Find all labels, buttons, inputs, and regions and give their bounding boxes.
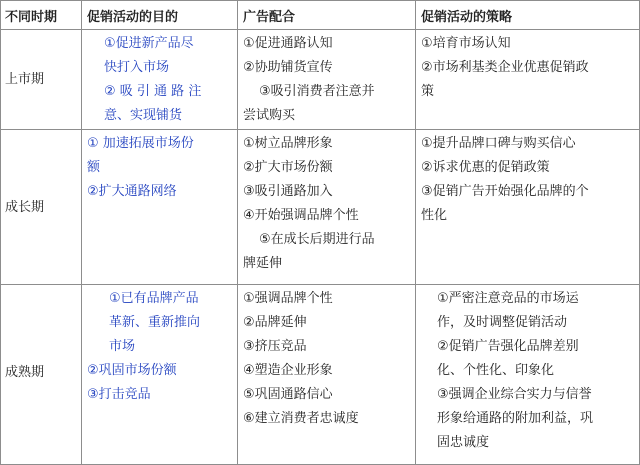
ads-line: ③挤压竞品 (243, 339, 307, 354)
stage-cell (0, 130, 81, 284)
ads-line: 牌延伸 (243, 256, 283, 271)
purpose-line: 意、实现铺货 (104, 108, 183, 123)
ads-cell (238, 130, 415, 284)
strategy-line: ①培育市场认知 (421, 36, 511, 51)
stage-label: 成长期 (5, 200, 45, 215)
ads-line: ③吸引消费者注意并 (259, 84, 375, 99)
ads-line: ①促进通路认知 (243, 36, 333, 51)
grid-line (81, 0, 82, 465)
ads-line: ①强调品牌个性 (243, 291, 333, 306)
strategy-line: 作，及时调整促销活动 (437, 315, 568, 330)
grid-line (0, 284, 640, 285)
header-ads-label: 广告配合 (243, 10, 296, 25)
strategy-cell (416, 285, 640, 465)
strategy-cell (416, 30, 640, 129)
purpose-line: ② 吸 引 通 路 注 (104, 84, 202, 99)
purpose-line: ①已有品牌产品 (109, 291, 199, 306)
purpose-cell (82, 285, 237, 465)
purpose-line: ②巩固市场份额 (87, 363, 177, 378)
ads-line: ⑤在成长后期进行品 (259, 232, 375, 247)
purpose-line: 革新、重新推向 (109, 315, 201, 330)
header-purpose (82, 0, 237, 29)
purpose-line: ②扩大通路网络 (87, 184, 177, 199)
purpose-cell (82, 30, 237, 129)
strategy-line: 化、个性化、印象化 (437, 363, 555, 378)
ads-line: ④开始强调品牌个性 (243, 208, 359, 223)
stage-label: 上市期 (5, 72, 45, 87)
strategy-line: 形象给通路的附加利益，巩 (437, 411, 594, 426)
strategy-line: ②市场利基类企业优惠促销政 (421, 60, 589, 75)
purpose-line: ①促进新产品尽 (104, 36, 194, 51)
purpose-cell (82, 130, 237, 284)
grid-line (0, 0, 640, 1)
ads-line: ②协助铺货宣传 (243, 60, 333, 75)
purpose-line: 市场 (109, 339, 136, 354)
ads-line: ①树立品牌形象 (243, 136, 333, 151)
stage-label: 成熟期 (5, 365, 45, 380)
grid-line (0, 0, 1, 465)
header-strategy-label: 促销活动的策略 (421, 10, 513, 25)
strategy-line: ③促销广告开始强化品牌的个 (421, 184, 589, 199)
ads-cell (238, 30, 415, 129)
grid-line (0, 29, 640, 30)
header-ads (238, 0, 415, 29)
stage-cell (0, 285, 81, 465)
grid-line (415, 0, 416, 465)
ads-line: ②品牌延伸 (243, 315, 307, 330)
ads-line: ④塑造企业形象 (243, 363, 333, 378)
purpose-line: 快打入市场 (104, 60, 170, 75)
strategy-line: 策 (421, 84, 435, 99)
stage-cell (0, 30, 81, 129)
ads-line: ③吸引通路加入 (243, 184, 333, 199)
purpose-line: 额 (87, 160, 101, 175)
ads-line: 尝试购买 (243, 108, 296, 123)
ads-cell (238, 285, 415, 465)
strategy-line: ①严密注意竞品的市场运 (437, 291, 579, 306)
strategy-line: ②诉求优惠的促销政策 (421, 160, 550, 175)
header-period-label: 不同时期 (5, 10, 58, 25)
strategy-line: 固忠诚度 (437, 435, 490, 450)
strategy-line: ②促销广告强化品牌差别 (437, 339, 579, 354)
header-period (0, 0, 81, 29)
header-purpose-label: 促销活动的目的 (87, 10, 179, 25)
purpose-line: ③打击竞品 (87, 387, 151, 402)
ads-line: ⑥建立消费者忠诚度 (243, 411, 359, 426)
grid-line (0, 129, 640, 130)
purpose-line: ① 加速拓展市场份 (87, 136, 194, 151)
strategy-line: ①提升品牌口碑与购买信心 (421, 136, 576, 151)
ads-line: ⑤巩固通路信心 (243, 387, 333, 402)
strategy-line: 性化 (421, 208, 448, 223)
header-strategy (416, 0, 640, 29)
strategy-cell (416, 130, 640, 284)
strategy-line: ③强调企业综合实力与信誉 (437, 387, 592, 402)
grid-line (237, 0, 238, 465)
ads-line: ②扩大市场份额 (243, 160, 333, 175)
